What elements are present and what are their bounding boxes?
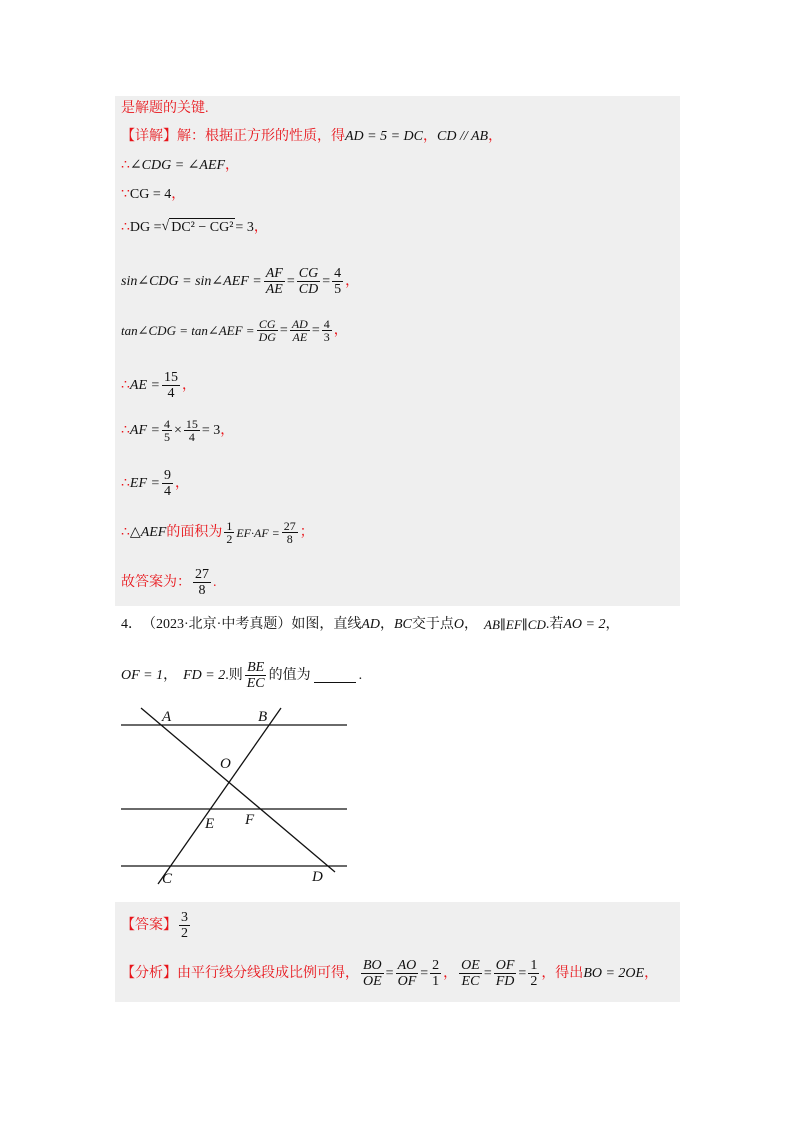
label-d: D xyxy=(312,869,323,885)
fraction xyxy=(430,958,441,989)
fraction xyxy=(193,567,211,598)
fraction xyxy=(224,520,234,545)
fraction xyxy=(361,958,384,989)
fraction xyxy=(297,266,320,297)
sqrt-expression xyxy=(162,218,236,237)
numerator: 2 xyxy=(432,958,440,973)
line-tan: tan∠CDG = tan∠AEF = $\frac{CG}{DG}$ = $\frac{AD}{AE}$ = $\frac{4}{3}$ ， xyxy=(121,317,348,344)
comma: ， xyxy=(174,475,189,491)
numerator: CG xyxy=(298,266,319,281)
denominator: 1 xyxy=(432,974,440,989)
comma: ， xyxy=(220,422,235,438)
fraction xyxy=(162,370,180,401)
line-area xyxy=(121,520,314,545)
sin-lhs: sin∠CDG = sin∠AEF = xyxy=(121,273,262,289)
line-angle xyxy=(121,157,239,175)
fraction xyxy=(264,266,285,297)
numerator: BE xyxy=(247,660,265,675)
af-rhs: = 3 xyxy=(201,422,221,438)
comma: ， xyxy=(333,322,348,338)
if-text: .若 xyxy=(545,617,564,632)
numerator: 1 xyxy=(530,958,538,973)
numerator: 4 xyxy=(334,266,342,281)
sqrt-radicand: DC² − CG² xyxy=(171,220,234,235)
answer-tag: 【答案】 xyxy=(121,917,177,933)
line-sin: sin∠CDG = sin∠AEF = $\frac{AF}{AE}$ = $\frac{CG}{CD}$ = $\frac{4}{5}$ ， xyxy=(121,266,360,297)
comma: ， xyxy=(253,219,268,235)
line-ad xyxy=(141,708,335,872)
bo-eq: BO = 2OE xyxy=(583,965,645,981)
question-end: . xyxy=(358,667,363,683)
because-symbol: ∵ xyxy=(121,187,130,202)
question-number: 4． xyxy=(121,617,142,632)
tan-lhs: tan∠CDG = tan∠AEF = xyxy=(121,322,255,338)
fraction xyxy=(322,318,332,343)
af-lhs: AF = xyxy=(129,422,160,438)
label-o: O xyxy=(220,756,231,772)
fraction xyxy=(282,520,298,545)
line-detail xyxy=(121,128,502,146)
fraction xyxy=(396,958,419,989)
fraction xyxy=(179,910,190,941)
period: . xyxy=(213,574,217,590)
eq-ad-dc: AD = 5 = DC xyxy=(345,129,424,144)
fraction xyxy=(332,266,343,297)
line-dg xyxy=(121,218,268,237)
denominator: 5 xyxy=(334,282,342,297)
comma: ， xyxy=(423,129,438,144)
numerator: BO xyxy=(363,958,382,973)
numerator: 27 xyxy=(283,519,296,533)
dg-rhs: = 3 xyxy=(235,219,254,235)
comma: ， xyxy=(443,965,458,981)
denominator: 4 xyxy=(188,430,195,444)
denominator: 5 xyxy=(163,430,170,444)
area-mid: EF·AF = xyxy=(236,525,280,540)
denominator: 8 xyxy=(198,583,206,598)
fraction xyxy=(528,958,539,989)
numerator: 15 xyxy=(163,370,178,385)
numerator: AO xyxy=(397,958,417,973)
label-c: C xyxy=(162,871,173,887)
numerator: 3 xyxy=(181,910,188,925)
therefore-symbol: ∴ xyxy=(121,422,130,438)
denominator: EC xyxy=(461,974,480,989)
denominator: 2 xyxy=(226,532,233,546)
denominator: OE xyxy=(363,974,382,989)
denominator: 3 xyxy=(323,330,330,344)
comma: ， xyxy=(225,158,240,173)
dg-lhs: DG = xyxy=(129,219,162,235)
parallel-eq: AB∥EF∥CD xyxy=(484,617,546,632)
geometry-figure xyxy=(115,700,355,890)
fraction xyxy=(245,660,267,691)
line-ad: AD xyxy=(361,617,380,632)
line-ef xyxy=(121,468,189,499)
denominator: DG xyxy=(258,330,276,344)
then-text: .则 xyxy=(225,667,243,683)
denominator: EC xyxy=(246,676,265,691)
sep: ， xyxy=(163,667,178,683)
angle-eq: ∠CDG = ∠AEF xyxy=(129,158,226,173)
fraction xyxy=(184,418,200,443)
question-line-2 xyxy=(121,660,362,691)
cg-eq: CG = 4 xyxy=(129,187,172,202)
numerator: 1 xyxy=(226,519,233,533)
label-b: B xyxy=(258,709,268,725)
denominator: AE xyxy=(265,282,283,297)
comma: ， xyxy=(345,273,360,289)
comma: ， xyxy=(171,187,186,202)
sep: ， xyxy=(380,617,394,632)
semicolon: ； xyxy=(299,524,314,540)
therefore-symbol: ∴ xyxy=(121,377,130,393)
line-af xyxy=(121,418,234,443)
sep: ， xyxy=(464,617,479,632)
detail-text: 解：根据正方形的性质，得 xyxy=(177,129,345,144)
numerator: CG xyxy=(258,317,276,331)
fd-eq: FD = 2 xyxy=(183,667,226,683)
numerator: 4 xyxy=(323,317,330,331)
line-analysis: 【分析】 由平行线分线段成比例可得， $\frac{BO}{OE}$ = $\frac{AO}{OF}$ = $\frac{2}{1}$ ， $\frac{OE}{EC}$ = $\frac{OF}{FD}$ = $\frac{1}{2}$ ，得出 BO = 2OE ， xyxy=(121,958,659,989)
therefore-symbol: ∴ xyxy=(121,219,130,235)
conclude-text: ，得出 xyxy=(541,965,584,981)
cross-text: 交于点 xyxy=(411,617,454,632)
sqrt-icon: √ xyxy=(161,219,170,234)
comma: ， xyxy=(181,377,196,393)
analysis-text: 由平行线分线段成比例可得， xyxy=(177,965,359,981)
denominator: CD xyxy=(298,282,319,297)
comma: ， xyxy=(644,965,659,981)
numerator: AD xyxy=(291,317,308,331)
label-e: E xyxy=(205,816,215,832)
denominator: 2 xyxy=(181,926,188,941)
line-bc: BC xyxy=(394,617,412,632)
question-source: （2023·北京·中考真题）如图，直线 xyxy=(142,617,362,632)
numerator: 15 xyxy=(185,417,198,431)
answer-text: 故答案为： xyxy=(121,574,191,590)
triangle-aef: △AEF xyxy=(129,524,167,540)
detail-tag: 【详解】 xyxy=(121,129,177,144)
ae-lhs: AE = xyxy=(129,377,160,393)
numerator: 9 xyxy=(163,468,171,483)
denominator: 4 xyxy=(167,386,175,401)
value-text: 的值为 xyxy=(268,667,311,683)
numerator: 27 xyxy=(195,567,209,582)
ao-eq: AO = 2 xyxy=(563,617,606,632)
numerator: 4 xyxy=(163,417,170,431)
fraction xyxy=(459,958,482,989)
eq-cd-ab: CD // AB xyxy=(437,129,489,144)
fraction xyxy=(494,958,517,989)
fraction xyxy=(257,318,278,343)
sep: ， xyxy=(605,617,620,632)
key-text: 是解题的关键. xyxy=(121,101,209,116)
area-text: 的面积为 xyxy=(166,524,223,540)
label-f: F xyxy=(245,812,255,828)
of-eq: OF = 1 xyxy=(121,667,164,683)
question-line-1 xyxy=(121,616,619,634)
therefore-symbol: ∴ xyxy=(121,524,130,540)
line-key xyxy=(121,100,209,118)
point-o: O xyxy=(453,617,465,632)
line-bc xyxy=(158,708,281,884)
numerator: OE xyxy=(461,958,480,973)
denominator: FD xyxy=(495,974,515,989)
line-ae xyxy=(121,370,196,401)
times-symbol: × xyxy=(173,422,182,438)
therefore-symbol: ∴ xyxy=(121,158,130,173)
label-a: A xyxy=(162,709,172,725)
denominator: OF xyxy=(397,974,417,989)
line-answer-tag xyxy=(121,910,192,941)
answer-blank xyxy=(314,668,356,683)
analysis-tag: 【分析】 xyxy=(121,965,177,981)
numerator: AF xyxy=(265,266,283,281)
line-cg xyxy=(121,186,185,204)
denominator: 8 xyxy=(286,532,293,546)
numerator: OF xyxy=(495,958,515,973)
ef-lhs: EF = xyxy=(129,475,160,491)
fraction xyxy=(162,468,173,499)
denominator: 4 xyxy=(163,484,171,499)
fraction xyxy=(162,418,172,443)
fraction xyxy=(290,318,310,343)
line-answer xyxy=(121,567,217,598)
comma: ， xyxy=(488,129,503,144)
therefore-symbol: ∴ xyxy=(121,475,130,491)
denominator: AE xyxy=(292,330,308,344)
denominator: 2 xyxy=(530,974,538,989)
